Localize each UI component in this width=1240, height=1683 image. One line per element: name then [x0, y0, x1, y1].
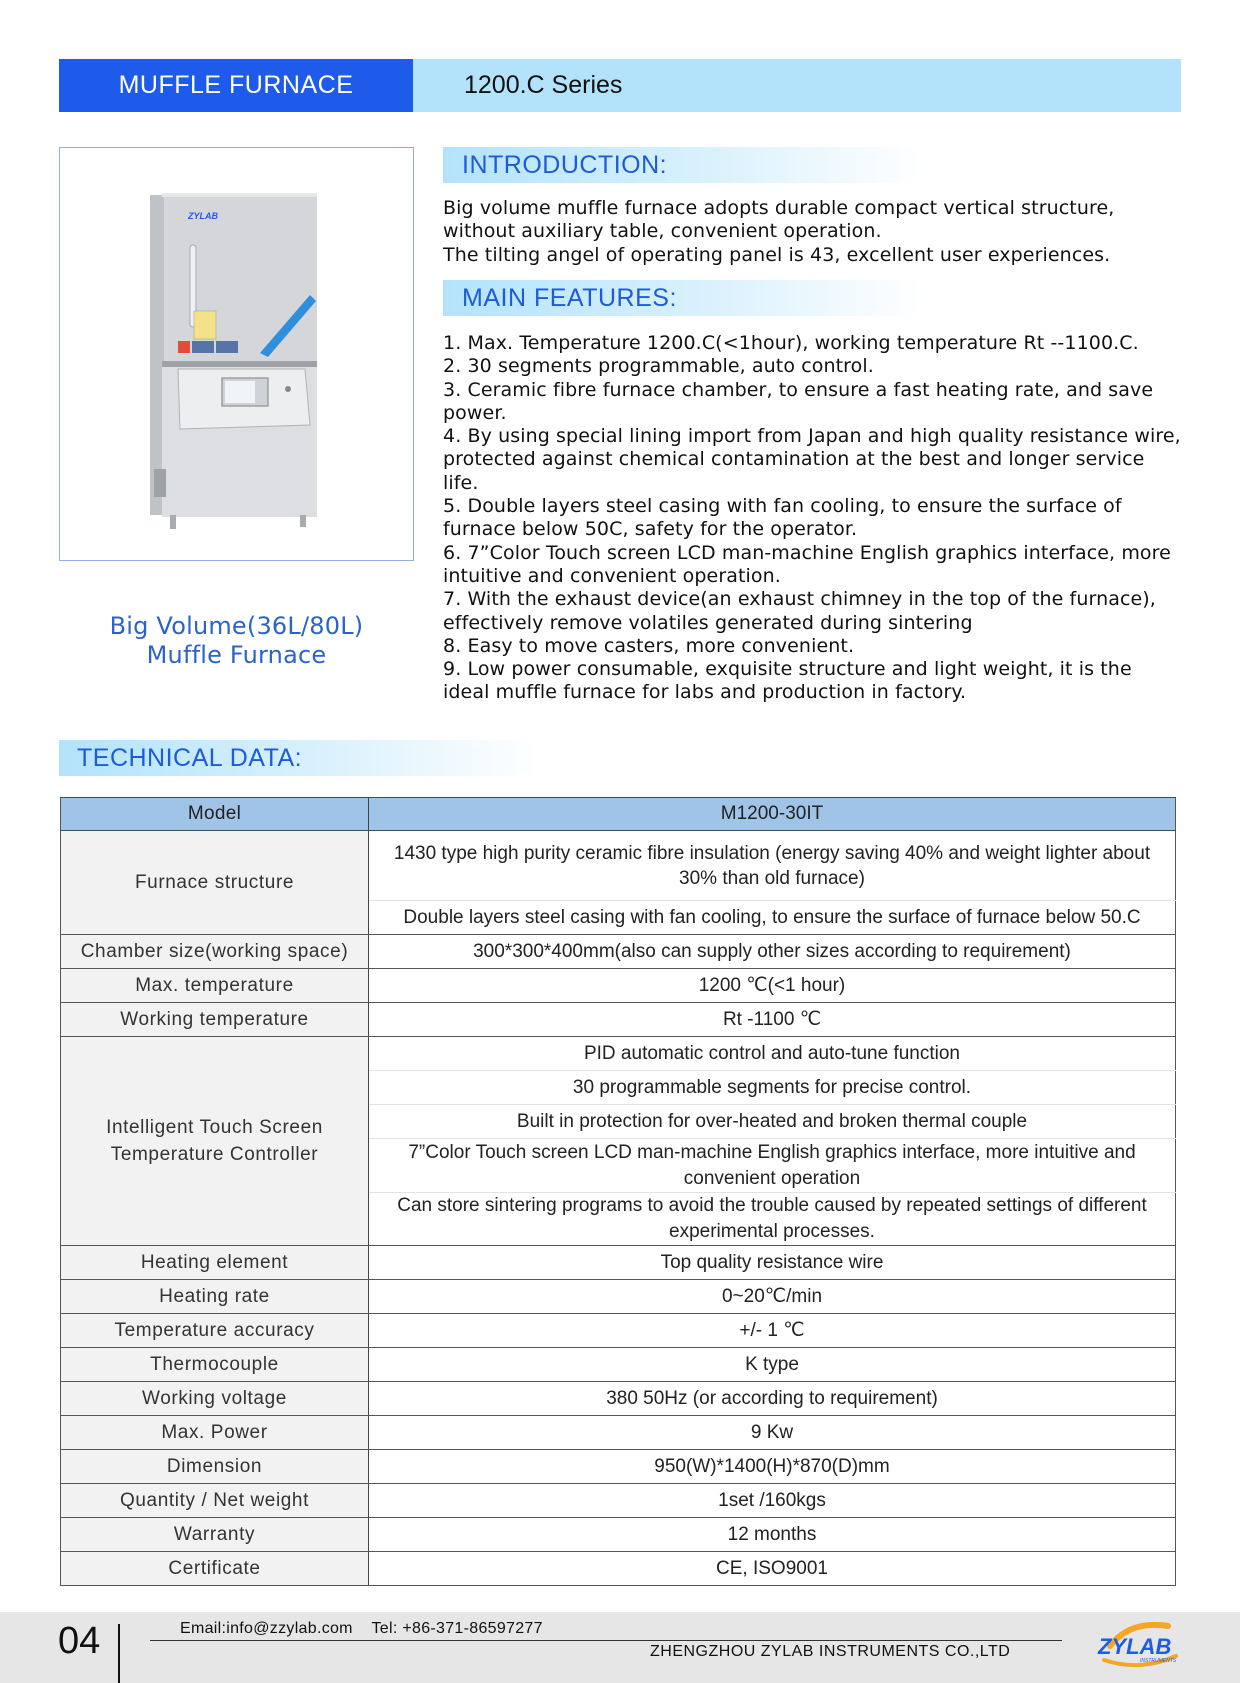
table-row: [61, 1003, 1176, 1037]
footer-rule: [150, 1640, 1062, 1641]
feature-item: 1. Max. Temperature 1200.C(<1hour), working temperature Rt --1100.C.: [443, 332, 1139, 354]
footer-divider: [118, 1624, 120, 1683]
spec-label: Dimension: [61, 1450, 369, 1484]
feature-item: 4. By using special lining import from Japan and high quality resistance wire, protected against chemical contamination at the best and longer service life.: [443, 425, 1181, 494]
table-row: [61, 1484, 1176, 1518]
features-list: [443, 332, 1183, 705]
spec-value: 380 50Hz (or according to requirement): [369, 1382, 1176, 1416]
controller-label: [61, 1037, 369, 1246]
table-row: [61, 1518, 1176, 1552]
controller-value: Can store sintering programs to avoid the trouble caused by repeated settings of different experimental processes.: [369, 1193, 1176, 1246]
muffle-furnace-image: [150, 193, 326, 531]
table-row: [61, 935, 1176, 969]
company-name: ZHENGZHOU ZYLAB INSTRUMENTS CO.,LTD: [650, 1643, 1011, 1660]
table-row: [61, 969, 1176, 1003]
feature-item: 9. Low power consumable, exquisite structure and light weight, it is the ideal muffle furnace for labs and production in factory.: [443, 658, 1132, 704]
spec-value: 12 months: [369, 1518, 1176, 1552]
chamber-label: Chamber size(working space): [61, 935, 369, 969]
introduction-text: [443, 197, 1183, 267]
page-header: [59, 59, 1181, 112]
spec-label: Heating element: [61, 1246, 369, 1280]
table-row: [61, 1416, 1176, 1450]
controller-value: 30 programmable segments for precise control.: [369, 1071, 1176, 1105]
technical-heading: TECHNICAL DATA:: [59, 740, 539, 776]
spec-value: +/- 1 ℃: [369, 1314, 1176, 1348]
table-row: [61, 1348, 1176, 1382]
table-row: [61, 1246, 1176, 1280]
intro-line: without auxiliary table, convenient operation.: [443, 220, 882, 243]
feature-item: 6. 7”Color Touch screen LCD man-machine English graphics interface, more intuitive and convenient operation.: [443, 541, 1171, 587]
page-footer: [0, 1612, 1240, 1683]
spec-label: Thermocouple: [61, 1348, 369, 1382]
intro-line: Big volume muffle furnace adopts durable compact vertical structure,: [443, 197, 1115, 219]
spec-label: Max. Power: [61, 1416, 369, 1450]
feature-item: 5. Double layers steel casing with fan cooling, to ensure the surface of furnace below 50C, safety for the operator.: [443, 495, 1122, 541]
spec-value: 950(W)*1400(H)*870(D)mm: [369, 1450, 1176, 1484]
introduction-heading: INTRODUCTION:: [443, 147, 923, 183]
table-row: [61, 1037, 1176, 1071]
work-temp-label: Working temperature: [61, 1003, 369, 1037]
intro-line: The tilting angel of operating panel is 43, excellent user experiences.: [443, 243, 1111, 266]
svg-text:ZYLAB: ZYLAB: [1098, 1634, 1172, 1659]
controller-label-line-2: Temperature Controller: [110, 1144, 319, 1165]
features-heading: MAIN FEATURES:: [443, 280, 923, 316]
svg-text:INSTRUMENTS: INSTRUMENTS: [1140, 1658, 1177, 1664]
max-temp-value: 1200 ℃(<1 hour): [369, 969, 1176, 1003]
page-number: 04: [58, 1620, 101, 1662]
model-label: Model: [61, 798, 369, 831]
max-temp-label: Max. temperature: [61, 969, 369, 1003]
spec-label: Working voltage: [61, 1382, 369, 1416]
contact-info: Email:info@zzylab.com Tel: +86-371-86597277: [180, 1620, 543, 1637]
zylab-logo-icon: [1090, 1616, 1190, 1668]
spec-table: [60, 797, 1176, 1586]
product-image-frame: [59, 147, 414, 561]
furnace-structure-label: Furnace structure: [61, 831, 369, 935]
spec-label: Temperature accuracy: [61, 1314, 369, 1348]
controller-value: 7”Color Touch screen LCD man-machine English graphics interface, more intuitive and convenient operation: [369, 1139, 1176, 1193]
table-header-row: [61, 798, 1176, 831]
table-row: [61, 1314, 1176, 1348]
spec-value: Top quality resistance wire: [369, 1246, 1176, 1280]
spec-value: 0~20℃/min: [369, 1280, 1176, 1314]
spec-label: Heating rate: [61, 1280, 369, 1314]
controller-label-line-1: Intelligent Touch Screen: [106, 1117, 323, 1138]
spec-label: Certificate: [61, 1552, 369, 1586]
spec-value: 9 Kw: [369, 1416, 1176, 1450]
table-row: [61, 1382, 1176, 1416]
furnace-structure-value: Double layers steel casing with fan cooling, to ensure the surface of furnace below 50.C: [369, 901, 1176, 935]
caption-line-2: Muffle Furnace: [146, 641, 327, 669]
table-row: [61, 1280, 1176, 1314]
work-temp-value: Rt -1100 ℃: [369, 1003, 1176, 1037]
table-row: [61, 1552, 1176, 1586]
feature-item: 8. Easy to move casters, more convenient.: [443, 634, 855, 657]
category-title: MUFFLE FURNACE: [59, 59, 413, 112]
table-row: [61, 1450, 1176, 1484]
svg-text:ZYLAB: ZYLAB: [188, 211, 218, 221]
caption-line-1: Big Volume(36L/80L): [109, 612, 364, 640]
spec-value: K type: [369, 1348, 1176, 1382]
feature-item: 3. Ceramic fibre furnace chamber, to ensure a fast heating rate, and save power.: [443, 378, 1154, 424]
spec-label: Quantity / Net weight: [61, 1484, 369, 1518]
spec-value: 1set /160kgs: [369, 1484, 1176, 1518]
feature-item: 2. 30 segments programmable, auto control.: [443, 355, 874, 378]
feature-item: 7. With the exhaust device(an exhaust chimney in the top of the furnace), effectively remove volatiles generated during sintering: [443, 588, 1156, 634]
controller-value: Built in protection for over-heated and broken thermal couple: [369, 1105, 1176, 1139]
model-value: M1200-30IT: [369, 798, 1176, 831]
controller-value: PID automatic control and auto-tune function: [369, 1037, 1176, 1071]
spec-label: Warranty: [61, 1518, 369, 1552]
spec-value: CE, ISO9001: [369, 1552, 1176, 1586]
series-title: 1200.C Series: [413, 59, 1181, 112]
product-caption: [59, 612, 414, 670]
table-row: [61, 831, 1176, 901]
furnace-structure-value: 1430 type high purity ceramic fibre insulation (energy saving 40% and weight lighter about 30% than old furnace): [369, 831, 1176, 901]
chamber-value: 300*300*400mm(also can supply other sizes according to requirement): [369, 935, 1176, 969]
